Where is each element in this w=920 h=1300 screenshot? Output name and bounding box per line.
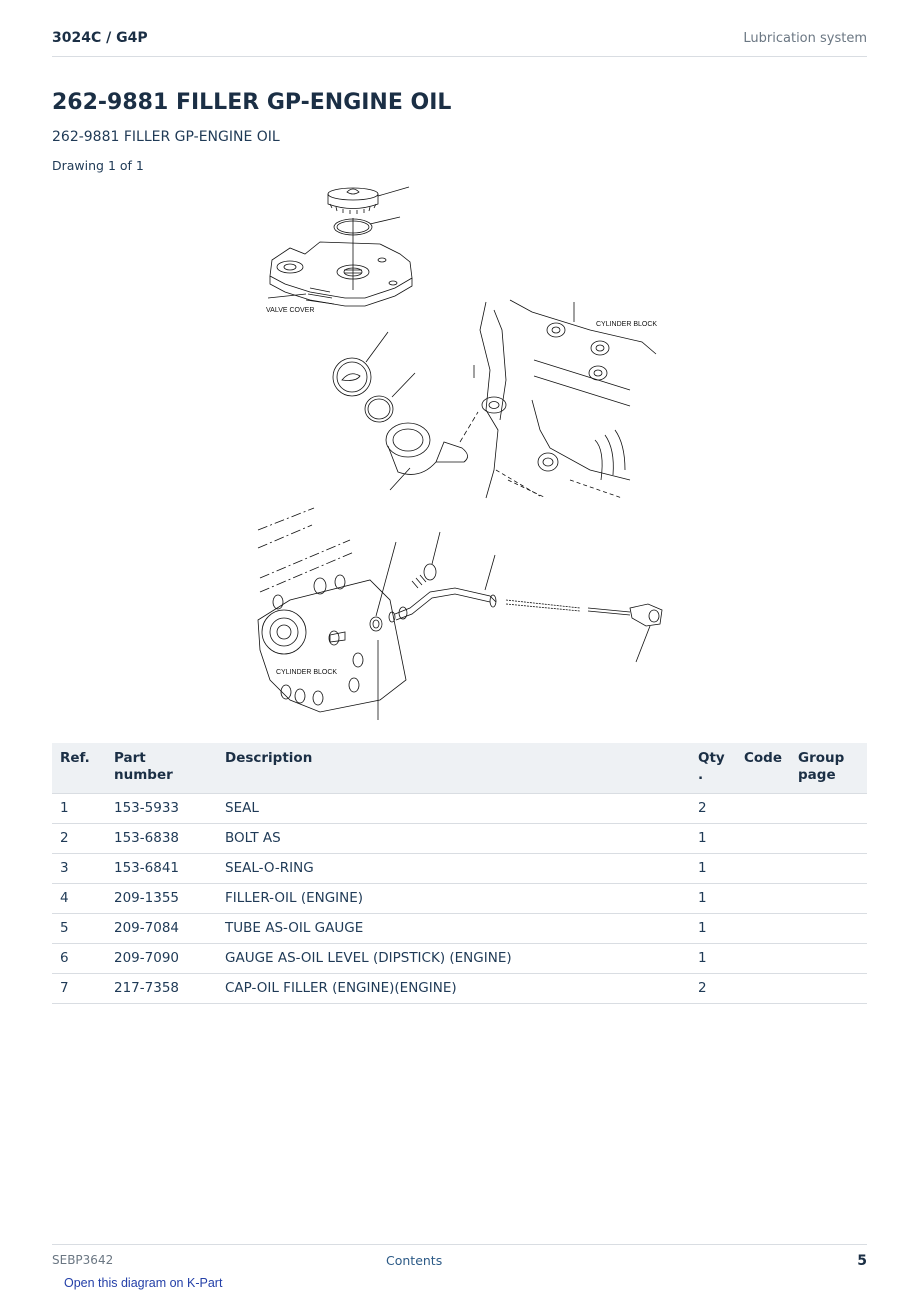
- exploded-parts-drawing: [250, 180, 670, 725]
- cell-qty: 2: [690, 794, 736, 824]
- cell-code: [736, 884, 790, 914]
- cylinder-block-label-top: CYLINDER BLOCK: [596, 321, 658, 328]
- drawing-counter: Drawing 1 of 1: [52, 158, 144, 173]
- table-row: [52, 944, 867, 974]
- cell-group-page: [790, 944, 867, 974]
- table-row: [52, 884, 867, 914]
- cell-qty: 1: [690, 854, 736, 884]
- cell-description: CAP-OIL FILLER (ENGINE)(ENGINE): [217, 974, 690, 1004]
- cell-description: BOLT AS: [217, 824, 690, 854]
- cell-part-number: 153-6841: [106, 854, 217, 884]
- parts-table: [52, 743, 867, 1004]
- cell-group-page: [790, 824, 867, 854]
- contents-link[interactable]: Contents: [386, 1253, 443, 1268]
- cell-part-number: 209-1355: [106, 884, 217, 914]
- open-kpart-link[interactable]: Open this diagram on K-Part: [64, 1276, 223, 1290]
- cell-code: [736, 794, 790, 824]
- cell-qty: 2: [690, 974, 736, 1004]
- cell-ref: 1: [52, 794, 106, 824]
- cell-part-number: 209-7090: [106, 944, 217, 974]
- model-label: 3024C / G4P: [52, 30, 148, 46]
- cell-code: [736, 944, 790, 974]
- cell-part-number: 153-5933: [106, 794, 217, 824]
- cell-description: GAUGE AS-OIL LEVEL (DIPSTICK) (ENGINE): [217, 944, 690, 974]
- cell-ref: 7: [52, 974, 106, 1004]
- page-subtitle: 262-9881 FILLER GP-ENGINE OIL: [52, 129, 280, 145]
- cylinder-block-filler-assembly: [333, 300, 657, 498]
- table-row: [52, 914, 867, 944]
- cell-part-number: 153-6838: [106, 824, 217, 854]
- cell-ref: 4: [52, 884, 106, 914]
- cell-ref: 2: [52, 824, 106, 854]
- page-footer: [52, 1244, 867, 1275]
- cell-description: TUBE AS-OIL GAUGE: [217, 914, 690, 944]
- parts-table-body: [52, 794, 867, 1004]
- col-qty: Qty .: [690, 743, 736, 794]
- cell-qty: 1: [690, 884, 736, 914]
- cell-code: [736, 974, 790, 1004]
- cell-code: [736, 824, 790, 854]
- cell-code: [736, 914, 790, 944]
- dipstick-assembly: [258, 508, 662, 720]
- col-code: Code: [736, 743, 790, 794]
- cell-qty: 1: [690, 914, 736, 944]
- col-group-page: Group page: [790, 743, 867, 794]
- cell-description: SEAL-O-RING: [217, 854, 690, 884]
- table-row: [52, 854, 867, 884]
- cell-part-number: 217-7358: [106, 974, 217, 1004]
- cell-ref: 3: [52, 854, 106, 884]
- cell-description: SEAL: [217, 794, 690, 824]
- table-row: [52, 974, 867, 1004]
- cell-description: FILLER-OIL (ENGINE): [217, 884, 690, 914]
- page-header: [52, 28, 867, 57]
- cylinder-block-label-bottom: CYLINDER BLOCK: [276, 669, 338, 676]
- cell-code: [736, 854, 790, 884]
- table-row: [52, 824, 867, 854]
- cell-part-number: 209-7084: [106, 914, 217, 944]
- cell-group-page: [790, 884, 867, 914]
- parts-diagram-svg: [250, 180, 670, 725]
- col-description: Description: [217, 743, 690, 794]
- cell-qty: 1: [690, 944, 736, 974]
- col-part-number: Part number: [106, 743, 217, 794]
- page-number: 5: [857, 1253, 867, 1269]
- valve-cover-label: VALVE COVER: [266, 307, 315, 314]
- section-label: Lubrication system: [743, 31, 867, 46]
- table-row: [52, 794, 867, 824]
- cell-ref: 6: [52, 944, 106, 974]
- cell-ref: 5: [52, 914, 106, 944]
- cell-group-page: [790, 794, 867, 824]
- cell-group-page: [790, 974, 867, 1004]
- col-ref: Ref.: [52, 743, 106, 794]
- table-header-row: [52, 743, 867, 794]
- valve-cover-assembly: [266, 187, 412, 314]
- document-id: SEBP3642: [52, 1253, 114, 1267]
- cell-qty: 1: [690, 824, 736, 854]
- page-title: 262-9881 FILLER GP-ENGINE OIL: [52, 90, 452, 115]
- cell-group-page: [790, 914, 867, 944]
- cell-group-page: [790, 854, 867, 884]
